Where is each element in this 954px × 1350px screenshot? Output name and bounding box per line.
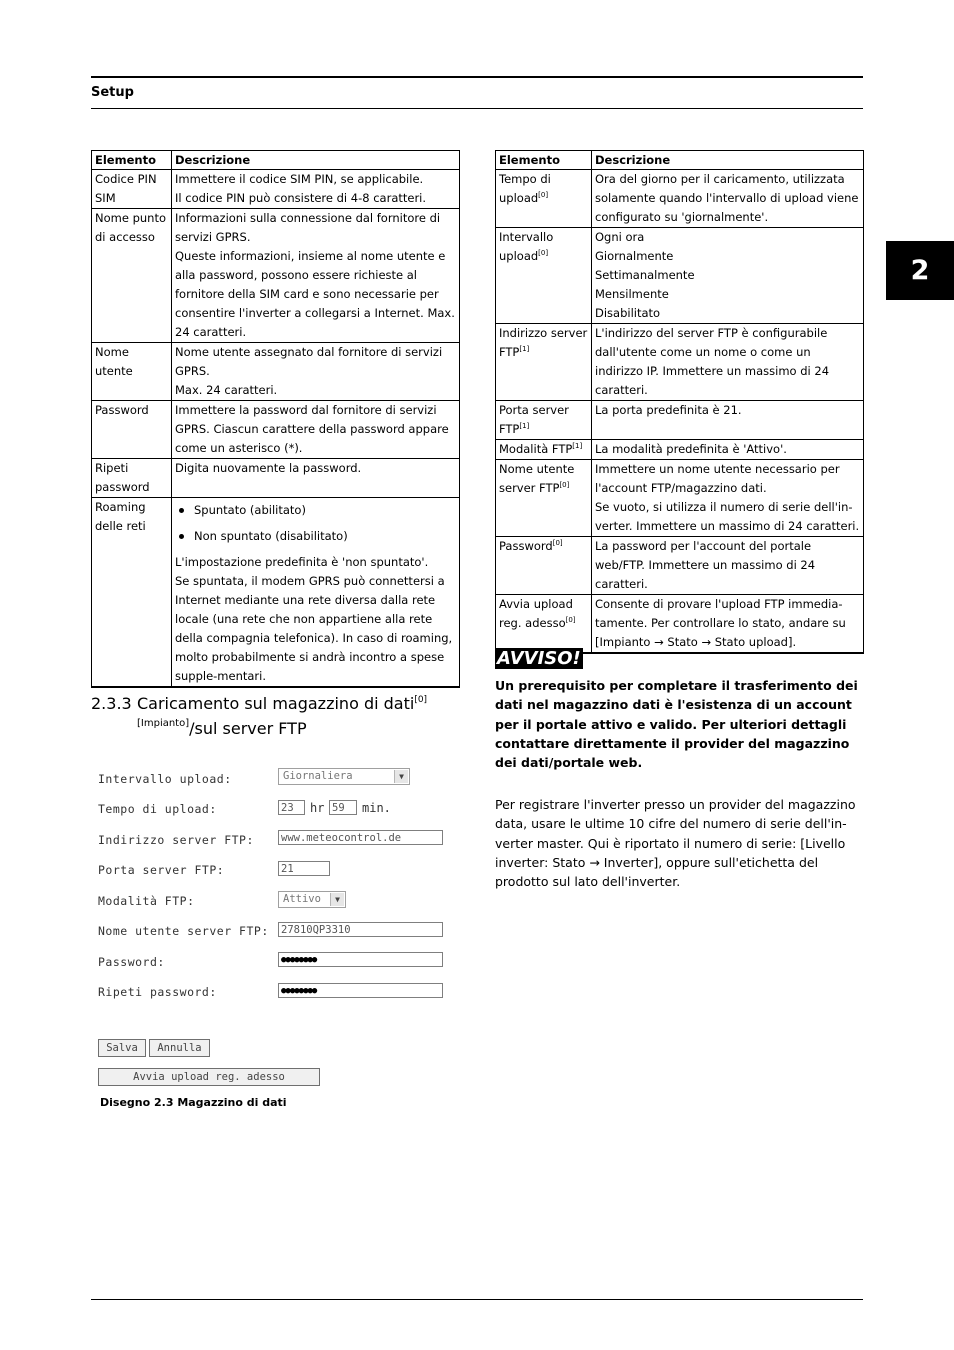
description-line: La password per l'account del portale web/FTP. Immettere un massimo di 24 caratteri. xyxy=(595,539,816,591)
chevron-down-icon: ▼ xyxy=(330,893,344,906)
row-description xyxy=(172,170,460,209)
description-line: Immettere la password dal fornitore di servizi GPRS. Ciascun carattere della password appare come un asterisco (*). xyxy=(175,403,449,455)
row-element: Roaming delle reti xyxy=(92,498,172,688)
row-element xyxy=(496,440,592,460)
section-number: 2.3.3 xyxy=(91,694,132,713)
column-header-element: Elemento xyxy=(496,151,592,170)
minute-unit: min. xyxy=(362,801,391,815)
description-line: Informazioni sulla connessione dal fornitore di servizi GPRS. xyxy=(175,211,441,244)
body-paragraph: Per registrare l'inverter presso un provider del magazzino data, usare le ultime 10 cifre del numero di serie dell'in-verter master. Qui è riportato il numero di serie: [Livello inverter: Stato → Inverter], oppure sull'etichetta del prodotto sul lato dell'inverter. xyxy=(495,797,856,890)
description-line: Il codice PIN può consistere di 4-8 caratteri. xyxy=(175,191,427,205)
header-title: Setup xyxy=(91,85,134,100)
description-line: Se vuoto, si utilizza il numero di serie dell'in-verter. Immettere un massimo di 24 caratteri. xyxy=(595,500,860,533)
description-line: Queste informazioni, insieme al nome utente e alla password, possono essere richieste al fornitore della SIM card e sono necessarie per consentire l'inverter a collegarsi a Internet. Max. 24 caratteri. xyxy=(175,249,455,339)
row-description xyxy=(172,459,460,498)
row-element xyxy=(496,401,592,440)
description-line: Mensilmente xyxy=(595,287,669,301)
description-line: Max. 24 caratteri. xyxy=(175,383,278,397)
element-name: Porta server FTP xyxy=(499,403,569,436)
element-name: Avvia upload reg. adesso xyxy=(499,597,573,630)
row-description xyxy=(592,440,864,460)
figure-caption: Disegno 2.3 Magazzino di dati xyxy=(100,1096,287,1109)
repeat-password-input[interactable]: ●●●●●●●● xyxy=(278,983,443,998)
table-row xyxy=(496,324,864,401)
notice-label: AVVISO! xyxy=(497,648,581,669)
description-line: Digita nuovamente la password. xyxy=(175,461,362,475)
label-ftp-mode: Modalità FTP: xyxy=(98,894,195,908)
left-parameter-table xyxy=(91,150,460,688)
description-line: L'indirizzo del server FTP è configurabile dall'utente come un nome o come un indirizzo IP. Immettere un massimo di 24 caratteri. xyxy=(595,326,830,397)
section-title xyxy=(137,694,467,739)
header-bottom-rule xyxy=(91,108,863,109)
bullet-list xyxy=(175,501,456,546)
row-description xyxy=(592,595,864,654)
description-line: Se spuntata, il modem GPRS può connettersi a Internet mediante una rete diversa dalla rete locale (una rete che non appartiene alla rete della compagnia telefonica). In caso di roaming, molto probabilmente si andrà incontro a spese supple-mentari. xyxy=(175,574,453,683)
table-row xyxy=(496,170,864,228)
row-description xyxy=(592,460,864,537)
bullet-item: Spuntato (abilitato) xyxy=(194,501,456,520)
element-sup: [0] xyxy=(538,191,549,199)
row-description xyxy=(172,343,460,401)
upload-now-button[interactable]: Avvia upload reg. adesso xyxy=(98,1068,320,1086)
description-line: L'impostazione predefinita è 'non spuntato'. xyxy=(175,555,429,569)
description-line: Nome utente assegnato dal fornitore di servizi GPRS. xyxy=(175,345,443,378)
row-element: Password xyxy=(92,401,172,459)
row-description xyxy=(592,324,864,401)
table-row xyxy=(92,170,460,209)
row-description xyxy=(172,498,460,688)
row-element xyxy=(496,170,592,228)
element-sup: [1] xyxy=(519,345,530,353)
column-header-description: Descrizione xyxy=(172,151,460,170)
row-description xyxy=(592,537,864,595)
table-row xyxy=(496,401,864,440)
description-line: Settimanalmente xyxy=(595,268,695,282)
column-header-element: Elemento xyxy=(92,151,172,170)
right-parameter-table xyxy=(495,150,864,654)
label-ftp-server-address: Indirizzo server FTP: xyxy=(98,833,254,847)
label-password: Password: xyxy=(98,955,165,969)
ftp-server-address-input[interactable]: www.meteocontrol.de xyxy=(278,830,443,845)
row-element: Nome punto di accesso xyxy=(92,209,172,343)
table-row xyxy=(92,459,460,498)
label-upload-interval: Intervallo upload: xyxy=(98,772,232,786)
bullet-item: Non spuntato (disabilitato) xyxy=(194,527,456,546)
description-line: Disabilitato xyxy=(595,306,661,320)
cancel-button[interactable]: Annulla xyxy=(149,1039,210,1057)
element-sup: [1] xyxy=(519,422,530,430)
header-top-rule xyxy=(91,76,863,78)
ftp-server-port-input[interactable]: 21 xyxy=(278,861,330,876)
row-description xyxy=(172,209,460,343)
table-header-row xyxy=(92,151,460,170)
table-header-row xyxy=(496,151,864,170)
notice-text: Un prerequisito per completare il trasferimento dei dati nel magazzino dati è l'esistenza di un account per il portale attivo e valido. Per ulteriori dettagli contattare direttamente il provider del magazzino dei dati/portale web. xyxy=(495,678,858,771)
table-row xyxy=(496,228,864,324)
element-name: Nome utente server FTP xyxy=(499,462,575,495)
description-line: Giornalmente xyxy=(595,249,674,263)
description-line: La porta predefinita è 21. xyxy=(595,403,742,417)
table-row xyxy=(92,498,460,688)
table-row xyxy=(496,595,864,654)
section-sup-impianto: [Impianto] xyxy=(137,718,190,729)
element-sup: [0] xyxy=(552,539,563,547)
table-row xyxy=(92,401,460,459)
row-description xyxy=(592,228,864,324)
element-name: Intervallo upload xyxy=(499,230,554,263)
description-line: Ogni ora xyxy=(595,230,645,244)
element-name: Password xyxy=(499,539,553,553)
section-title-part1: Caricamento sul magazzino di dati xyxy=(137,694,415,713)
table-row xyxy=(496,440,864,460)
upload-interval-select[interactable] xyxy=(278,768,410,785)
row-element xyxy=(496,460,592,537)
label-repeat-password: Ripeti password: xyxy=(98,985,217,999)
row-element: Ripeti password xyxy=(92,459,172,498)
upload-interval-value: Giornaliera xyxy=(283,770,353,782)
table-row xyxy=(496,460,864,537)
column-header-description: Descrizione xyxy=(592,151,864,170)
description-line: La modalità predefinita è 'Attivo'. xyxy=(595,442,787,456)
upload-hour-input[interactable]: 23 xyxy=(278,800,305,815)
description-line: Immettere il codice SIM PIN, se applicabile. xyxy=(175,172,424,186)
element-name: Indirizzo server FTP xyxy=(499,326,588,359)
description-line: Consente di provare l'upload FTP immedia-tamente. Per controllare lo stato, andare su [Impianto → Stato → Stato upload]. xyxy=(595,597,846,649)
label-upload-time: Tempo di upload: xyxy=(98,802,217,816)
table-row xyxy=(496,537,864,595)
element-sup: [0] xyxy=(559,481,570,489)
label-ftp-server-port: Porta server FTP: xyxy=(98,863,225,877)
ftp-mode-select[interactable] xyxy=(278,891,346,908)
element-sup: [0] xyxy=(565,616,576,624)
element-name: Modalità FTP xyxy=(499,442,573,456)
row-description xyxy=(172,401,460,459)
ftp-username-input[interactable]: 27810QP3310 xyxy=(278,922,443,937)
element-sup: [0] xyxy=(538,249,549,257)
row-description xyxy=(592,401,864,440)
ftp-mode-value: Attivo xyxy=(283,893,321,905)
row-element: Codice PIN SIM xyxy=(92,170,172,209)
section-title-part2: /sul server FTP xyxy=(189,719,307,738)
chevron-down-icon: ▼ xyxy=(394,770,408,783)
hour-unit: hr xyxy=(310,801,325,815)
table-row xyxy=(92,343,460,401)
element-sup: [1] xyxy=(572,442,583,450)
row-description xyxy=(592,170,864,228)
section-sup: [0] xyxy=(414,695,428,705)
row-element: Nome utente xyxy=(92,343,172,401)
description-line: Immettere un nome utente necessario per l'account FTP/magazzino dati. xyxy=(595,462,840,495)
label-ftp-username: Nome utente server FTP: xyxy=(98,924,269,938)
chapter-tab: 2 xyxy=(886,241,954,300)
table-row xyxy=(92,209,460,343)
upload-minute-input[interactable]: 59 xyxy=(329,800,357,815)
row-element xyxy=(496,228,592,324)
row-element xyxy=(496,324,592,401)
password-input[interactable]: ●●●●●●●● xyxy=(278,952,443,967)
footer-rule xyxy=(91,1299,863,1300)
row-element xyxy=(496,537,592,595)
row-element xyxy=(496,595,592,654)
description-line: Ora del giorno per il caricamento, utilizzata solamente quando l'intervallo di upload viene configurato su 'giornalmente'. xyxy=(595,172,859,224)
element-name: Tempo di upload xyxy=(499,172,551,205)
save-button[interactable]: Salva xyxy=(98,1039,146,1057)
